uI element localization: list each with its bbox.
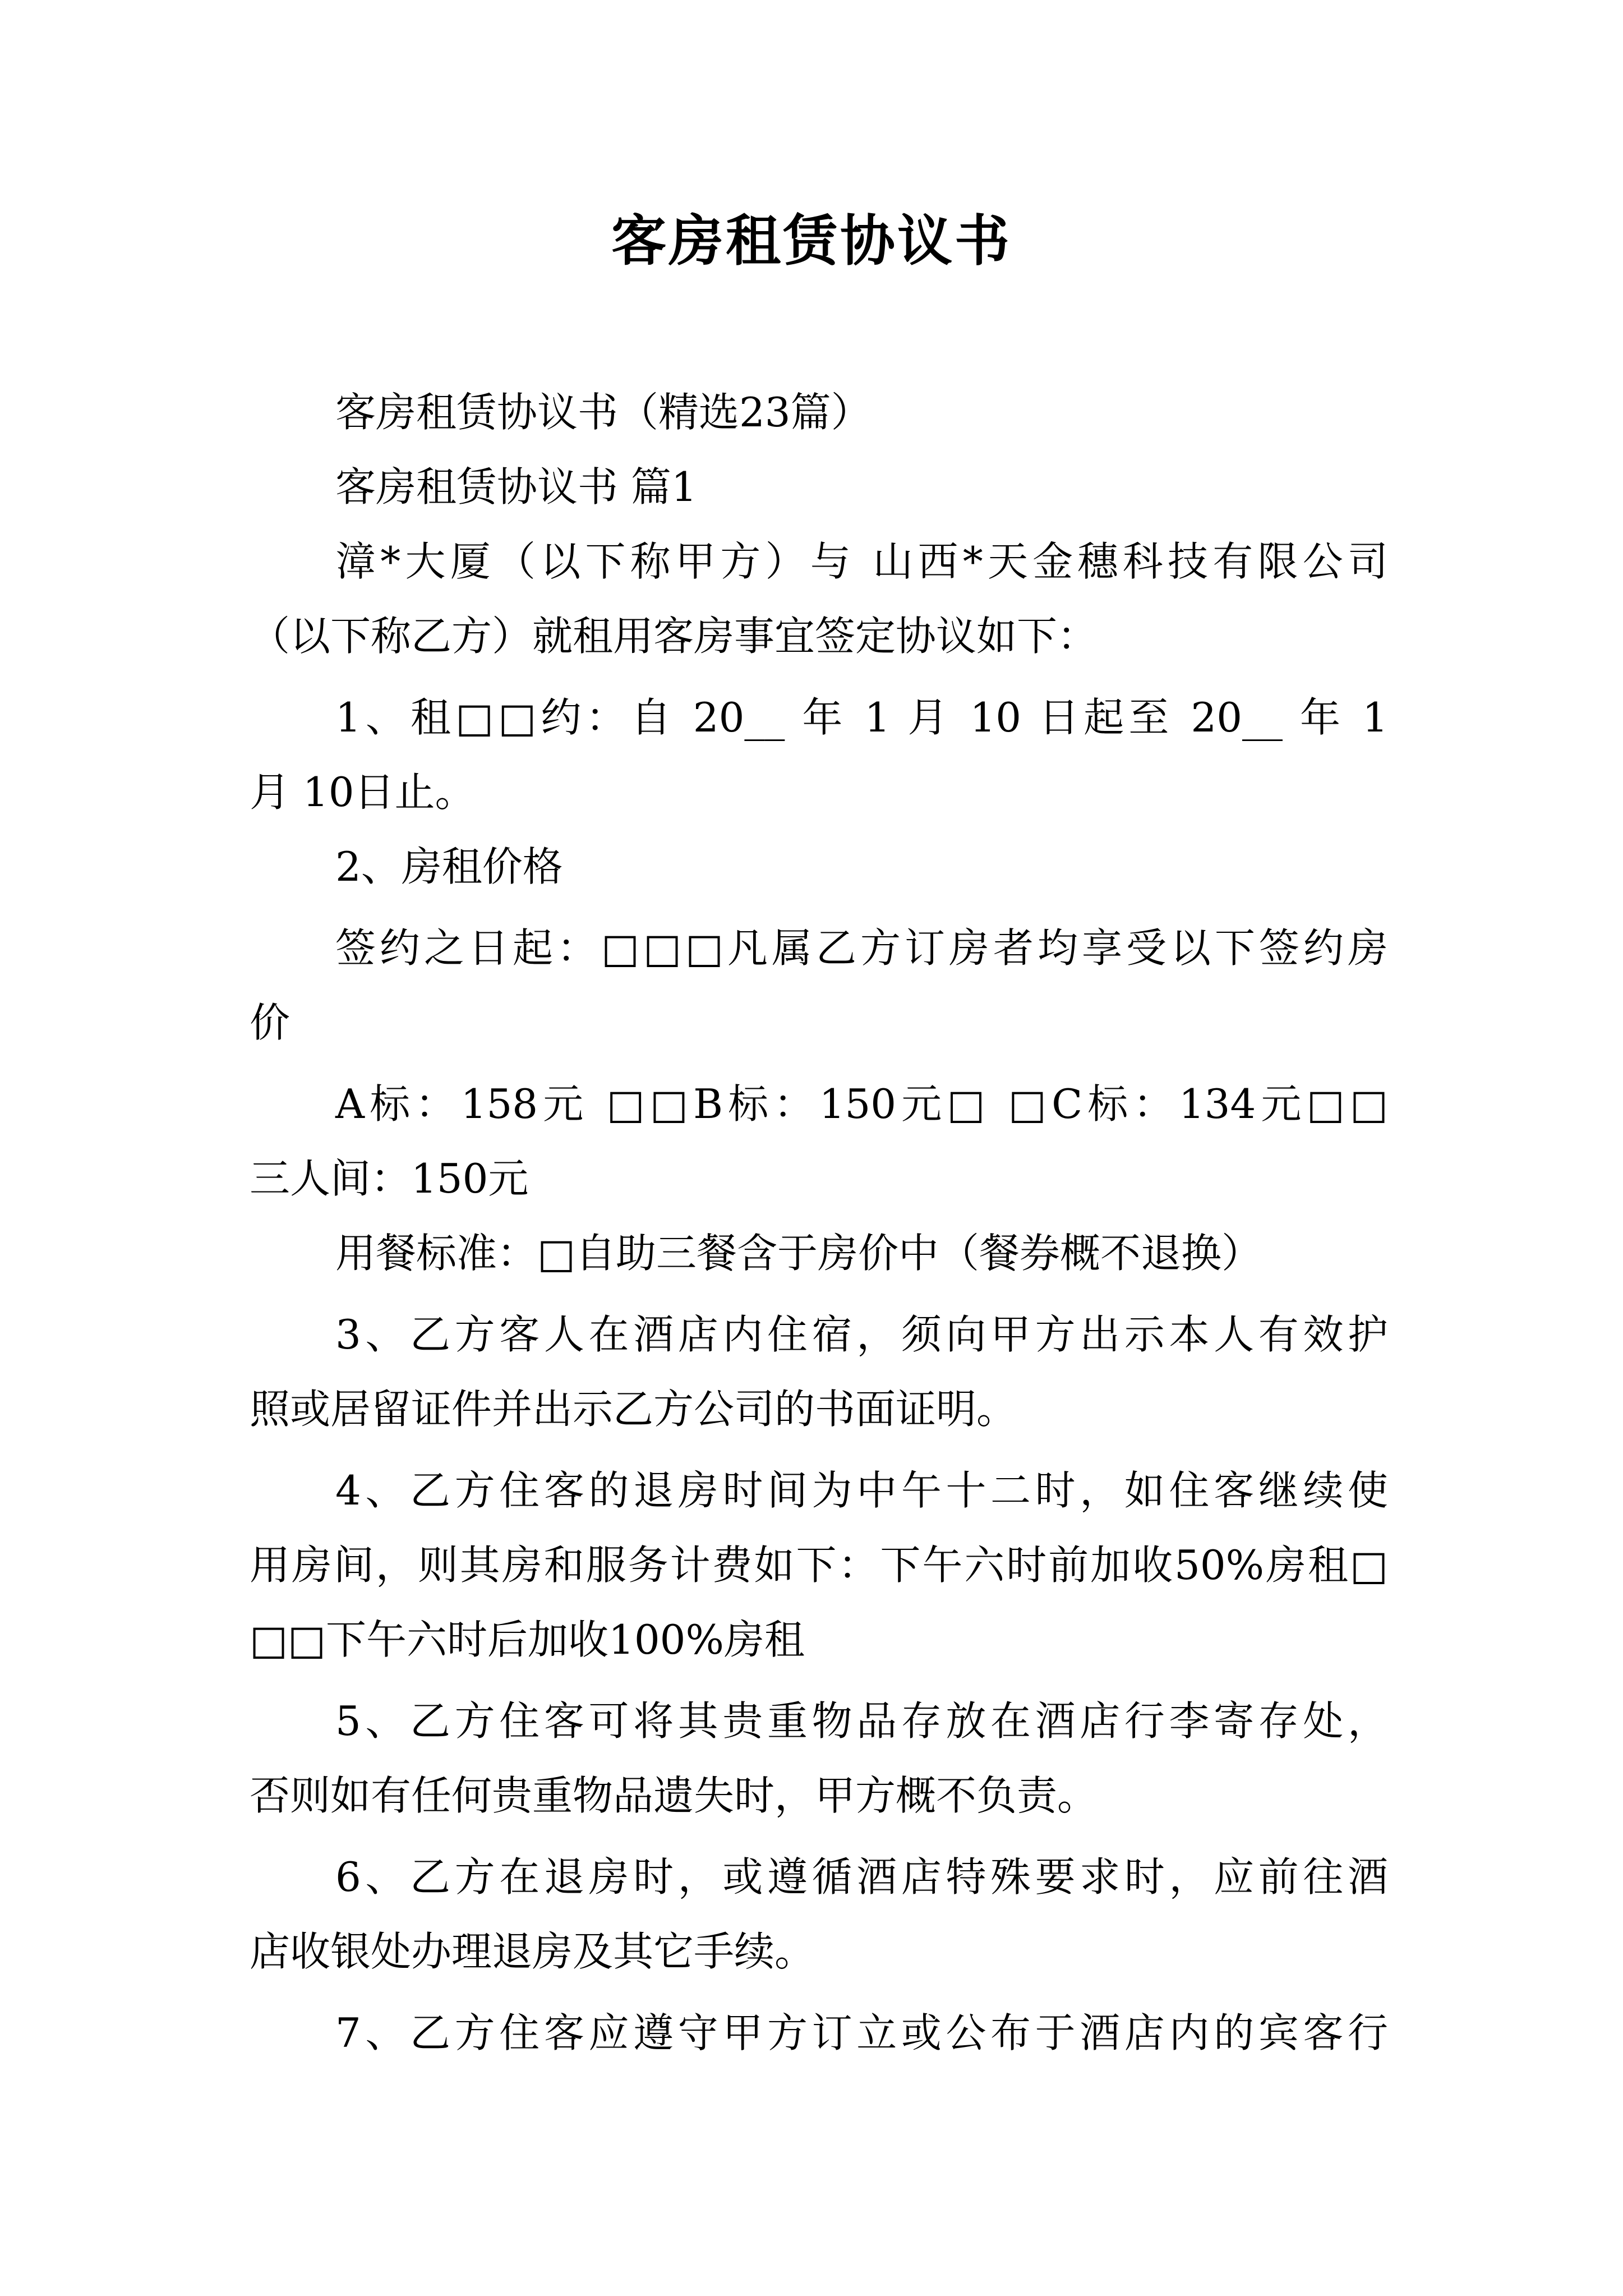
paragraph-line: 3、乙方客人在酒店内住宿，须向甲方出示本人有效护 — [335, 1311, 1388, 1358]
paragraph-line: 用房间，则其房和服务计费如下：下午六时前加收50%房租□ — [250, 1542, 1388, 1589]
paragraph-line: 5、乙方住客可将其贵重物品存放在酒店行李寄存处， — [335, 1697, 1388, 1745]
paragraph-line: 6、乙方在退房时，或遵循酒店特殊要求时，应前往酒 — [335, 1853, 1388, 1901]
paragraph-line: 2、房租价格 — [335, 843, 563, 890]
paragraph-line: 1、租□□约：自 20__ 年 1 月 10 日起至 20__ 年 1 — [335, 694, 1388, 741]
paragraph-line: 价 — [250, 999, 291, 1046]
paragraph-line: 否则如有任何贵重物品遗失时，甲方概不负责。 — [250, 1772, 1098, 1819]
paragraph-line: 用餐标准：□自助三餐含于房价中（餐券概不退换） — [335, 1230, 1262, 1277]
section-heading: 客房租赁协议书 篇1 — [335, 463, 697, 510]
paragraph-line: 漳*大厦（以下称甲方）与 山西*天金穗科技有限公司 — [335, 538, 1388, 585]
paragraph-line: 照或居留证件并出示乙方公司的书面证明。 — [250, 1386, 1017, 1433]
paragraph-line: A标：158元 □□B标：150元□ □C标：134元□□ — [335, 1080, 1388, 1128]
paragraph-line: （以下称乙方）就租用客房事宜签定协议如下： — [250, 613, 1098, 660]
paragraph-line: 月 10日止。 — [250, 769, 476, 816]
paragraph-line: □□下午六时后加收100%房租 — [250, 1616, 805, 1663]
paragraph-line: 7、乙方住客应遵守甲方订立或公布于酒店内的宾客行 — [335, 2009, 1388, 2056]
document-title: 客房租赁协议书 — [611, 209, 1012, 273]
subtitle-line: 客房租赁协议书（精选23篇） — [335, 389, 872, 436]
paragraph-line: 签约之日起：□□□凡属乙方订房者均享受以下签约房 — [335, 924, 1388, 972]
paragraph-line: 三人间：150元 — [250, 1155, 529, 1202]
paragraph-line: 4、乙方住客的退房时间为中午十二时，如住客继续使 — [335, 1467, 1388, 1514]
paragraph-line: 店收银处办理退房及其它手续。 — [250, 1928, 815, 1975]
